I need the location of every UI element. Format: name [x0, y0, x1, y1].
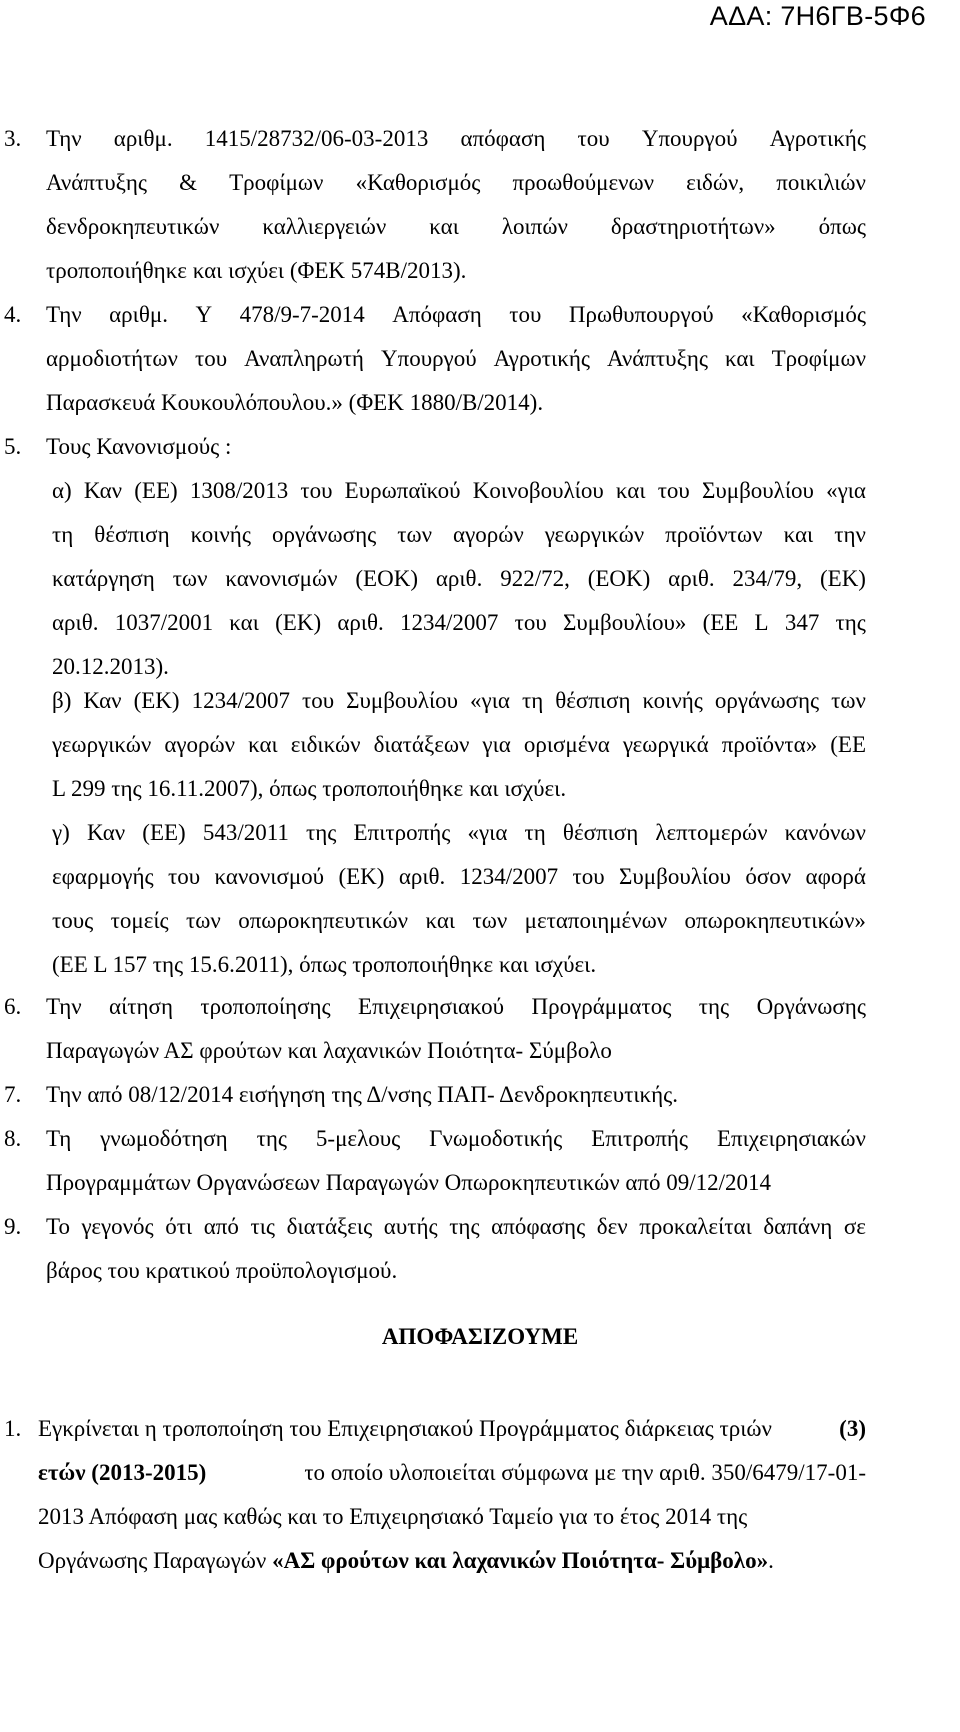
- text-line: [0, 1080, 960, 1124]
- text-line: [0, 950, 960, 994]
- item-text: Προγραμμάτων Οργανώσεων Παραγωγών Οπωροκηπευτικών από 09/12/2014: [46, 1170, 772, 1195]
- item-text: 20.12.2013).: [52, 654, 169, 679]
- text-line: [0, 256, 960, 300]
- item-text: α) Καν (ΕΕ) 1308/2013 του Ευρωπαϊκού Κοινοβουλίου και του Συμβουλίου «για: [52, 478, 866, 503]
- item-number: 4.: [4, 302, 22, 327]
- decision-number: 1.: [4, 1416, 22, 1441]
- item-text: Την αριθμ. 1415/28732/06-03-2013 απόφαση του Υπουργού Αγροτικής: [46, 126, 866, 151]
- text-line: [0, 168, 960, 212]
- text-line: [0, 686, 960, 730]
- item-text: L 299 της 16.11.2007), όπως τροποποιήθηκε και ισχύει.: [52, 776, 567, 801]
- text-line: [0, 1168, 960, 1212]
- item-text: Τους Κανονισμούς :: [46, 434, 232, 459]
- text-line: [0, 476, 960, 520]
- item-text: γεωργικών αγορών και ειδικών διατάξεων για ορισμένα γεωργικά προϊόντα» (ΕΕ: [52, 732, 866, 757]
- text-line: [0, 212, 960, 256]
- text-line: [0, 124, 960, 168]
- item-text: δενδροκηπευτικών καλλιεργειών και λοιπών δραστηριοτήτων» όπως: [46, 214, 866, 239]
- decision-text: Οργάνωσης Παραγωγών: [38, 1548, 267, 1573]
- text-line: [0, 818, 960, 862]
- text-line: [0, 1212, 960, 1256]
- decision-years-bold: ετών: [38, 1460, 86, 1485]
- item-number: 9.: [4, 1214, 22, 1239]
- text-line: [0, 1124, 960, 1168]
- text-line: [0, 388, 960, 432]
- text-line: [0, 1036, 960, 1080]
- decision-line-3: [0, 1502, 960, 1546]
- item-text: τους τομείς των οπωροκηπευτικών και των μεταποιημένων οπωροκηπευτικών»: [52, 908, 866, 933]
- item-text: Ανάπτυξης & Τροφίμων «Καθορισμός προωθούμενων ειδών, ποικιλιών: [46, 170, 866, 195]
- text-line: [0, 564, 960, 608]
- text-line: [0, 774, 960, 818]
- item-text: Την από 08/12/2014 εισήγηση της Δ/νσης ΠΑΠ- Δενδροκηπευτικής.: [46, 1082, 678, 1107]
- item-text: κατάργηση των κανονισμών (ΕΟΚ) αριθ. 922/72, (ΕΟΚ) αριθ. 234/79, (ΕΚ): [52, 566, 866, 591]
- item-text: (ΕΕ L 157 της 15.6.2011), όπως τροποποιήθηκε και ισχύει.: [52, 952, 597, 977]
- ada-code: ΑΔΑ: 7Η6ΓΒ-5Φ6: [709, 1, 926, 31]
- text-line: [0, 862, 960, 906]
- decision-heading: ΑΠΟΦΑΣΙΖΟΥΜΕ: [381, 1324, 579, 1349]
- decision-text: Εγκρίνεται η τροποποίηση του Επιχειρησιακού Προγράμματος διάρκειας τριών: [38, 1416, 772, 1441]
- decision-text: 2013 Απόφαση μας καθώς και το Επιχειρησιακό Ταμείο για το έτος 2014 της: [38, 1504, 748, 1529]
- item-text: αριθ. 1037/2001 και (ΕΚ) αριθ. 1234/2007 του Συμβουλίου» (ΕΕ L 347 της: [52, 610, 866, 635]
- item-text: αρμοδιοτήτων του Αναπληρωτή Υπουργού Αγροτικής Ανάπτυξης και Τροφίμων: [46, 346, 866, 371]
- item-text: Παραγωγών ΑΣ φρούτων και λαχανικών Ποιότητα- Σύμβολο: [46, 1038, 612, 1063]
- item-text: τη θέσπιση κοινής οργάνωσης των αγορών γεωργικών προϊόντων και την: [52, 522, 866, 547]
- item-text: γ) Καν (ΕΕ) 543/2011 της Επιτροπής «για τη θέσπιση λεπτομερών κανόνων: [52, 820, 866, 845]
- item-text: Τη γνωμοδότηση της 5-μελους Γνωμοδοτικής Επιτροπής Επιχειρησιακών: [46, 1126, 866, 1151]
- decision-period-bold: (2013-2015): [91, 1460, 207, 1485]
- decision-line-1: [0, 1414, 960, 1458]
- text-line: [0, 300, 960, 344]
- text-line: [0, 344, 960, 388]
- item-text: β) Καν (ΕΚ) 1234/2007 του Συμβουλίου «για τη θέσπιση κοινής οργάνωσης των: [52, 688, 866, 713]
- text-line: [0, 730, 960, 774]
- decision-period: .: [768, 1548, 774, 1573]
- text-line: [0, 906, 960, 950]
- decision-org-name-bold: «ΑΣ φρούτων και λαχανικών Ποιότητα- Σύμβολο»: [272, 1548, 769, 1573]
- item-text: Την αριθμ. Υ 478/9-7-2014 Απόφαση του Πρωθυπουργού «Καθορισμός: [46, 302, 866, 327]
- decision-duration-bold: (3): [839, 1416, 866, 1441]
- item-text: Το γεγονός ότι από τις διατάξεις αυτής της απόφασης δεν προκαλείται δαπάνη σε: [46, 1214, 866, 1239]
- decision-line-2: [0, 1458, 960, 1502]
- text-line: [0, 432, 960, 476]
- text-line: [0, 1256, 960, 1300]
- item-text: βάρος του κρατικού προϋπολογισμού.: [46, 1258, 398, 1283]
- item-number: 7.: [4, 1082, 22, 1107]
- decision-text: το οποίο υλοποιείται σύμφωνα με την αριθ. 350/6479/17-01-: [304, 1460, 866, 1485]
- text-line: [0, 608, 960, 652]
- decision-line-4: [0, 1546, 960, 1590]
- item-number: 6.: [4, 994, 22, 1019]
- item-text: Την αίτηση τροποποίησης Επιχειρησιακού Προγράμματος της Οργάνωσης: [46, 994, 866, 1019]
- item-number: 5.: [4, 434, 22, 459]
- text-line: [0, 992, 960, 1036]
- item-text: Παρασκευά Κουκουλόπουλου.» (ΦΕΚ 1880/Β/2014).: [46, 390, 544, 415]
- text-line: [0, 520, 960, 564]
- item-number: 3.: [4, 126, 22, 151]
- item-text: τροποποιήθηκε και ισχύει (ΦΕΚ 574Β/2013).: [46, 258, 467, 283]
- item-text: εφαρμογής του κανονισμού (ΕΚ) αριθ. 1234/2007 του Συμβουλίου όσον αφορά: [52, 864, 866, 889]
- item-number: 8.: [4, 1126, 22, 1151]
